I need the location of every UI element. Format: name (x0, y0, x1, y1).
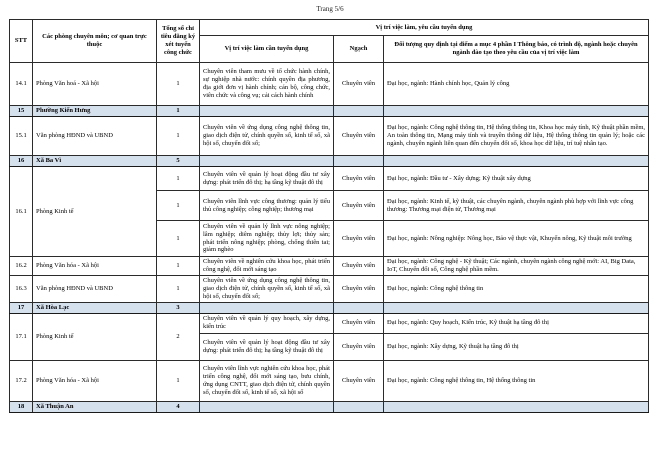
table-row (10, 257, 649, 276)
cell-dept: Văn phòng HĐND và UBND (33, 276, 157, 303)
cell-quota: 4 (157, 401, 200, 412)
table-row (10, 360, 649, 401)
cell-quota: 1 (157, 63, 200, 106)
cell-grade: Chuyên viên (334, 276, 384, 303)
cell-dept: Phòng Kinh tế (33, 313, 157, 360)
cell-requirement: Đại học, ngành: Đầu tư - Xây dựng; Kỹ thuật xây dựng (384, 167, 649, 191)
header-row-1 (10, 20, 649, 36)
cell-stt: 17.1 (10, 313, 33, 360)
recruitment-table (9, 19, 649, 413)
cell-stt: 15.1 (10, 117, 33, 156)
section-row (10, 156, 649, 167)
cell-quota: 1 (157, 221, 200, 257)
cell-requirement: Đại học, ngành: Quy hoạch, Kiến trúc, Kỹ thuật hạ tầng đô thị (384, 313, 649, 333)
cell-quota: 1 (157, 276, 200, 303)
cell-quota: 1 (157, 167, 200, 191)
col-header-dept: Các phòng chuyên môn; cơ quan trực thuộc (33, 20, 157, 63)
cell-requirement (384, 302, 649, 313)
cell-position: Chuyên viên về ứng dụng công nghệ thông tin, giao dịch điện tử, chính quyền số, kinh tế số, xã hội số, chuyển đổi số; (200, 276, 334, 303)
cell-grade: Chuyên viên (334, 333, 384, 360)
cell-stt: 16 (10, 156, 33, 167)
cell-requirement: Đại học, ngành: Công nghệ thông tin, Hệ thống thông tin, Khoa học máy tính, Kỹ thuật phần mềm, An toàn thông tin, Mạng máy tính và truyền thông dữ liệu, Hệ thống thông tin quản lý; hoặc các ngành, chuyên ngành liên quan đến chuyển đổi số, khoa học dữ liệu, trí tuệ nhân tạo. (384, 117, 649, 156)
cell-quota: 1 (157, 117, 200, 156)
cell-grade (334, 302, 384, 313)
cell-grade (334, 106, 384, 117)
cell-dept: Phường Kiến Hưng (33, 106, 157, 117)
cell-quota: 1 (157, 106, 200, 117)
cell-dept: Phòng Kinh tế (33, 167, 157, 257)
table-row (10, 63, 649, 106)
table-row (10, 276, 649, 303)
col-header-group: Vị trí việc làm, yêu cầu tuyển dụng (200, 20, 649, 36)
cell-grade: Chuyên viên (334, 257, 384, 276)
cell-position: Chuyên viên về quản lý hoạt động đầu tư xây dựng: phát triển đô thị; hạ tầng kỹ thuật đô thị (200, 167, 334, 191)
cell-position (200, 156, 334, 167)
cell-grade: Chuyên viên (334, 167, 384, 191)
cell-quota: 1 (157, 360, 200, 401)
cell-quota: 1 (157, 191, 200, 221)
table-row (10, 313, 649, 333)
cell-position: Chuyên viên tham mưu về tổ chức hành chính, sự nghiệp nhà nước: chính quyền địa phương, địa giới đơn vị hành chính; cán bộ, công chức, viên chức và công vụ; cải cách hành chính (200, 63, 334, 106)
section-row (10, 106, 649, 117)
col-header-quota: Tổng số chỉ tiêu đăng ký xét tuyển công chức (157, 20, 200, 63)
cell-grade: Chuyên viên (334, 191, 384, 221)
table-row (10, 167, 649, 191)
table-row (10, 117, 649, 156)
cell-stt: 14.1 (10, 63, 33, 106)
cell-requirement: Đại học, ngành: Công nghệ thông tin (384, 276, 649, 303)
section-row (10, 302, 649, 313)
cell-position: Chuyên viên về quản lý quy hoạch, xây dựng, kiến trúc (200, 313, 334, 333)
cell-position (200, 302, 334, 313)
cell-stt: 16.3 (10, 276, 33, 303)
page-number-label: Trang 5/6 (316, 5, 344, 13)
cell-position: Chuyên viên về ứng dụng công nghệ thông tin, giao dịch điện tử, chính quyền số, kinh tế số, xã hội số, chuyển đổi số; (200, 117, 334, 156)
cell-position: Chuyên viên về quản lý lĩnh vực nông nghiệp; lâm nghiệp; diêm nghiệp; thủy lợi; thủy sản; phát triển nông nghiệp; phòng, chống thiên tai; giảm nghèo (200, 221, 334, 257)
cell-dept: Xã Hòa Lạc (33, 302, 157, 313)
cell-dept: Xã Ba Vì (33, 156, 157, 167)
cell-grade (334, 156, 384, 167)
cell-grade: Chuyên viên (334, 221, 384, 257)
col-header-grade: Ngạch (334, 36, 384, 63)
cell-stt: 17.2 (10, 360, 33, 401)
cell-position (200, 106, 334, 117)
cell-requirement: Đại học, ngành: Công nghệ - Kỹ thuật; Các ngành, chuyên ngành công nghệ mới: AI, Big Data, IoT, Chuyển đổi số, Công nghệ phần mềm. (384, 257, 649, 276)
cell-dept: Văn phòng HĐND và UBND (33, 117, 157, 156)
cell-quota: 3 (157, 302, 200, 313)
cell-dept: Phòng Văn hoá - Xã hội (33, 63, 157, 106)
cell-requirement (384, 106, 649, 117)
cell-grade: Chuyên viên (334, 313, 384, 333)
cell-grade (334, 401, 384, 412)
cell-stt: 16.1 (10, 167, 33, 257)
cell-quota: 5 (157, 156, 200, 167)
cell-dept: Phòng Văn hóa - Xã hội (33, 360, 157, 401)
cell-requirement: Đại học, ngành: Xây dựng, Kỹ thuật hạ tầng đô thị (384, 333, 649, 360)
cell-stt: 15 (10, 106, 33, 117)
col-header-position: Vị trí việc làm cần tuyển dụng (200, 36, 334, 63)
cell-requirement: Đại học, ngành: Nông nghiệp: Nông học, Bảo vệ thực vật, Khuyến nông, Kỹ thuật môi trường (384, 221, 649, 257)
cell-position: Chuyên viên lĩnh vực nghiên cứu khoa học, phát triển công nghệ, đổi mới sáng tạo, bưu chính, ứng dụng CNTT, giao dịch điện tử, chính quyền số, chuyển đổi số, kinh tế số, xã hội số (200, 360, 334, 401)
cell-quota: 1 (157, 257, 200, 276)
cell-grade: Chuyên viên (334, 63, 384, 106)
cell-position: Chuyên viên lĩnh vực công thương: quản lý tiểu thủ công nghiệp; công nghiệp; thương mại (200, 191, 334, 221)
cell-stt: 17 (10, 302, 33, 313)
cell-position (200, 401, 334, 412)
cell-position: Chuyên viên về nghiên cứu khoa học, phát triển công nghệ, đổi mới sáng tạo (200, 257, 334, 276)
cell-stt: 18 (10, 401, 33, 412)
cell-dept: Xã Thuận An (33, 401, 157, 412)
cell-grade: Chuyên viên (334, 360, 384, 401)
section-row (10, 401, 649, 412)
cell-quota: 2 (157, 313, 200, 360)
col-header-requirement: Đối tượng quy định tại điểm a mục 4 phần I Thông báo, có trình độ, ngành hoặc chuyên ngành đào tạo theo yêu cầu của vị trí việc làm (384, 36, 649, 63)
cell-requirement (384, 401, 649, 412)
cell-stt: 16.2 (10, 257, 33, 276)
cell-requirement: Đại học, ngành: Hành chính học, Quản lý công (384, 63, 649, 106)
cell-requirement: Đại học, ngành: Kinh tế, kỹ thuật, các chuyên ngành, chuyên ngành phù hợp với lĩnh vực công thương: Thương mại điện tử, Thương mại (384, 191, 649, 221)
col-header-stt: STT (10, 20, 33, 63)
cell-position: Chuyên viên về quản lý hoạt động đầu tư xây dựng: phát triển đô thị; hạ tầng kỹ thuật đô thị (200, 333, 334, 360)
cell-requirement: Đại học, ngành: Công nghệ thông tin, Hệ thống thông tin (384, 360, 649, 401)
cell-grade: Chuyên viên (334, 117, 384, 156)
cell-dept: Phòng Văn hóa - Xã hội (33, 257, 157, 276)
cell-requirement (384, 156, 649, 167)
